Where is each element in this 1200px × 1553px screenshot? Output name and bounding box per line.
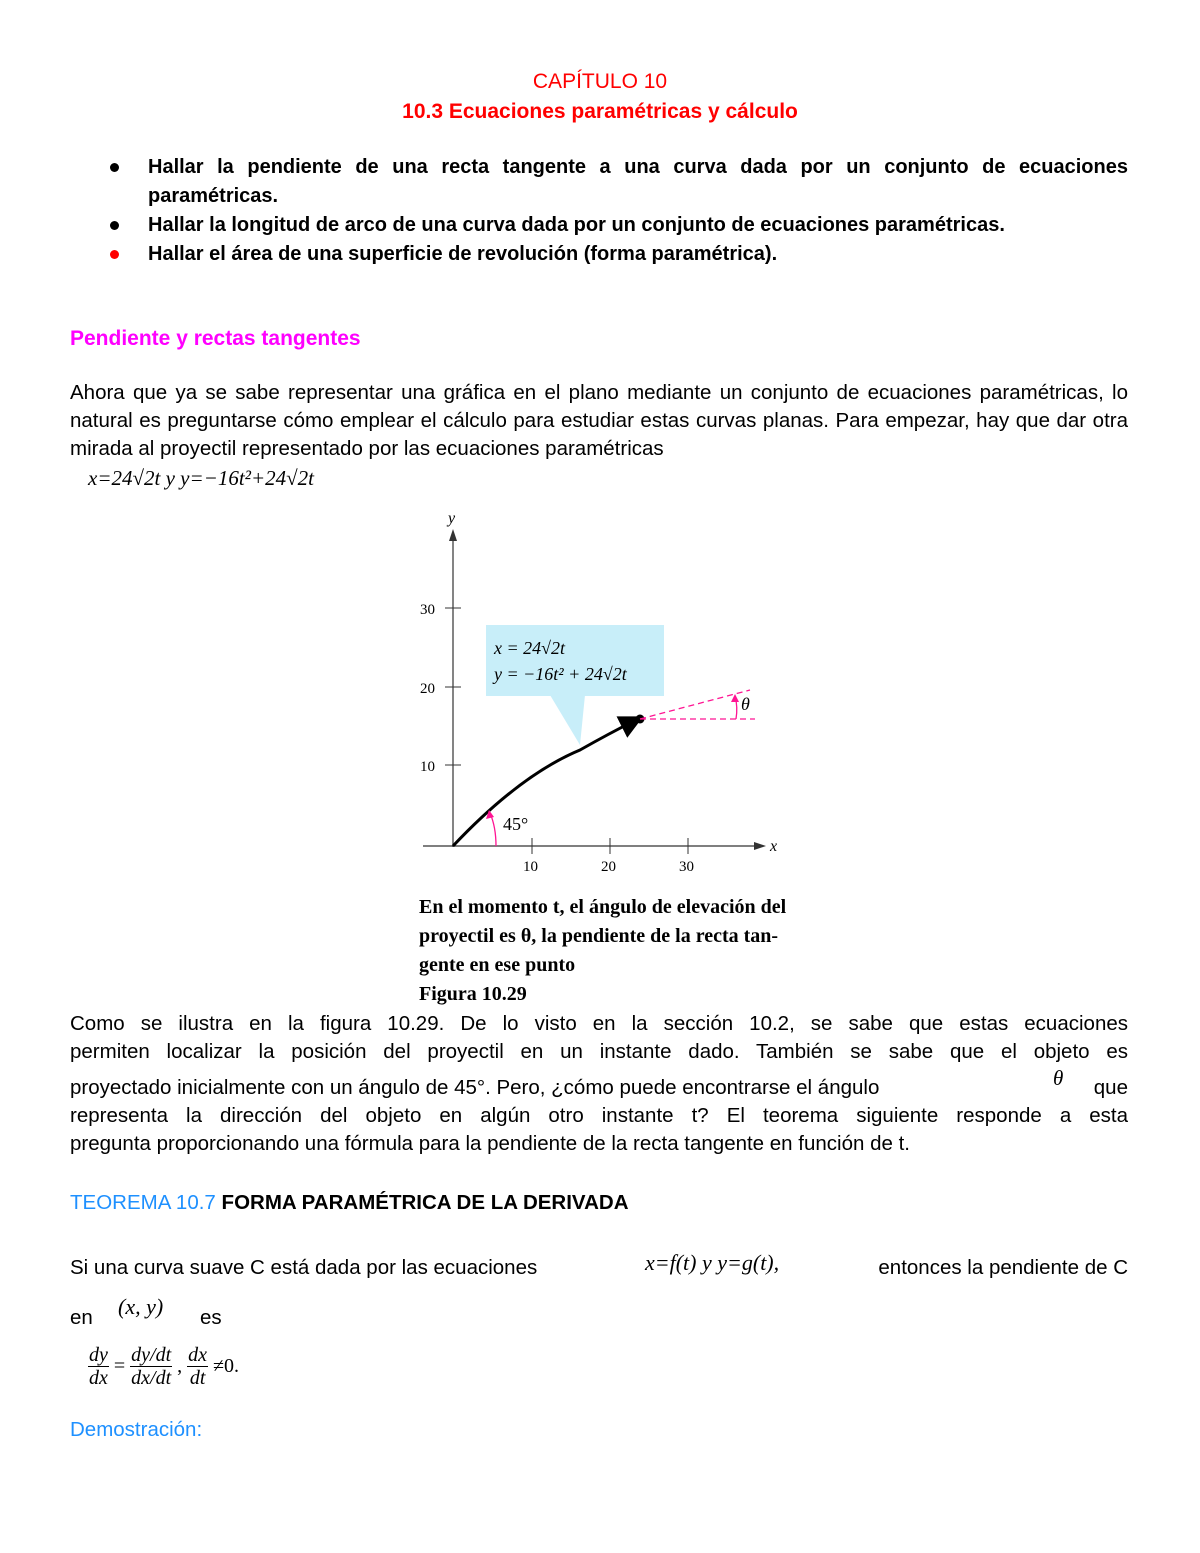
theorem-title: FORMA PARAMÉTRICA DE LA DERIVADA xyxy=(221,1191,629,1214)
callout-pointer xyxy=(550,695,585,745)
figure-caption xyxy=(419,893,819,1009)
theorem-statement-line: Si una curva suave C está dada por las ecuaciones entonces la pendiente de C xyxy=(70,1256,1128,1279)
subheading: Pendiente y rectas tangentes xyxy=(70,327,361,350)
x-tick-label: 20 xyxy=(601,859,616,875)
bullet-icon xyxy=(110,163,119,172)
paragraph-line: Como se ilustra en la figura 10.29. De lo visto en la sección 10.2, se sabe que estas ecuaciones xyxy=(70,1012,1128,1035)
theorem-label: TEOREMA 10.7 xyxy=(70,1191,216,1214)
y-tick-label: 10 xyxy=(420,759,435,775)
callout-line-x: x = 24√2t xyxy=(494,638,566,658)
figure-number: Figura 10.29 xyxy=(419,983,527,1005)
fraction-dy-dx: $\frac{dy}{dx}$ xyxy=(89,1344,108,1389)
projectile-path xyxy=(453,719,638,846)
callout-line-y: y = −16t² + 24√2t xyxy=(494,664,627,684)
equation-callout xyxy=(486,625,664,696)
caption-line: En el momento t, el ángulo de elevación del xyxy=(419,896,787,918)
theta-label: θ xyxy=(741,694,750,714)
theorem-statement-es: es xyxy=(200,1306,222,1329)
caption-line: gente en ese punto xyxy=(419,954,576,976)
proof-label: Demostración: xyxy=(70,1418,203,1441)
intro-paragraph: Ahora que ya se sabe representar una gráfica en el plano mediante un conjunto de ecuaciones paramétricas, lo natural es preguntarse cómo emplear el cálculo para estudiar estas curvas planas. Para empezar, hay que dar otra mirada al proyectil representado por las ecuaciones paramétricas xyxy=(70,381,1128,460)
projectile-figure xyxy=(410,505,810,875)
fraction-dx-dt: $\frac{dx}{dt}$ xyxy=(188,1344,208,1389)
fraction-dydt-dxdt: $\frac{dy/dt}{dx/dt}$ xyxy=(131,1344,172,1389)
theorem-heading xyxy=(70,1191,629,1215)
start-angle-label: 45° xyxy=(503,814,529,834)
paragraph-line: proyectado inicialmente con un ángulo de 45°. Pero, ¿cómo puede encontrarse el ángulo que xyxy=(70,1076,1128,1099)
caption-line: proyectil es θ, la pendiente de la recta tan- xyxy=(419,925,779,947)
paragraph-line: representa la dirección del objeto en algún otro instante t? El teorema siguiente responde a esta xyxy=(70,1104,1128,1127)
theorem-statement-en: en xyxy=(70,1306,93,1329)
section-title: 10.3 Ecuaciones paramétricas y cálculo xyxy=(402,100,798,123)
bullet-icon xyxy=(110,250,119,259)
objective-item: Hallar la pendiente de una recta tangente a una curva dada por un conjunto de ecuaciones paramétricas. xyxy=(70,153,1128,211)
paragraph-line: pregunta proporcionando una fórmula para la pendiente de la recta tangente en función de t. xyxy=(70,1132,910,1155)
x-tick-label: 10 xyxy=(523,859,538,875)
parametric-equations: x=24√2t y y=−16t²+24√2t xyxy=(88,466,314,490)
x-axis-arrow-icon xyxy=(754,842,766,850)
point-xy: (x, y) xyxy=(118,1294,164,1319)
y-axis-arrow-icon xyxy=(449,529,457,541)
y-axis-label: y xyxy=(448,510,456,527)
objective-item: Hallar la longitud de arco de una curva dada por un conjunto de ecuaciones paramétricas. xyxy=(70,211,1128,240)
chapter-title: CAPÍTULO 10 xyxy=(532,70,668,93)
objectives-list xyxy=(70,153,1128,269)
theta-symbol: θ xyxy=(1053,1066,1064,1090)
bullet-icon xyxy=(110,221,119,230)
start-angle-arc xyxy=(490,813,496,846)
y-tick-label: 20 xyxy=(420,681,435,697)
parametric-definition: x=f(t) y y=g(t), xyxy=(645,1250,780,1275)
derivative-formula: $\frac{dy}{dx}$ = $\frac{dy/dt}{dx/dt}$ , $\frac{dx}{dt}$ ≠0. xyxy=(89,1344,240,1389)
x-tick-label: 30 xyxy=(679,859,694,875)
objective-item: Hallar el área de una superficie de revolución (forma paramétrica). xyxy=(70,240,1128,269)
x-axis-label: x xyxy=(770,838,778,855)
paragraph-line: permiten localizar la posición del proyectil en un instante dado. También se sabe que el objeto es xyxy=(70,1040,1128,1063)
y-tick-label: 30 xyxy=(420,602,435,618)
body-paragraph xyxy=(70,1010,1128,1158)
